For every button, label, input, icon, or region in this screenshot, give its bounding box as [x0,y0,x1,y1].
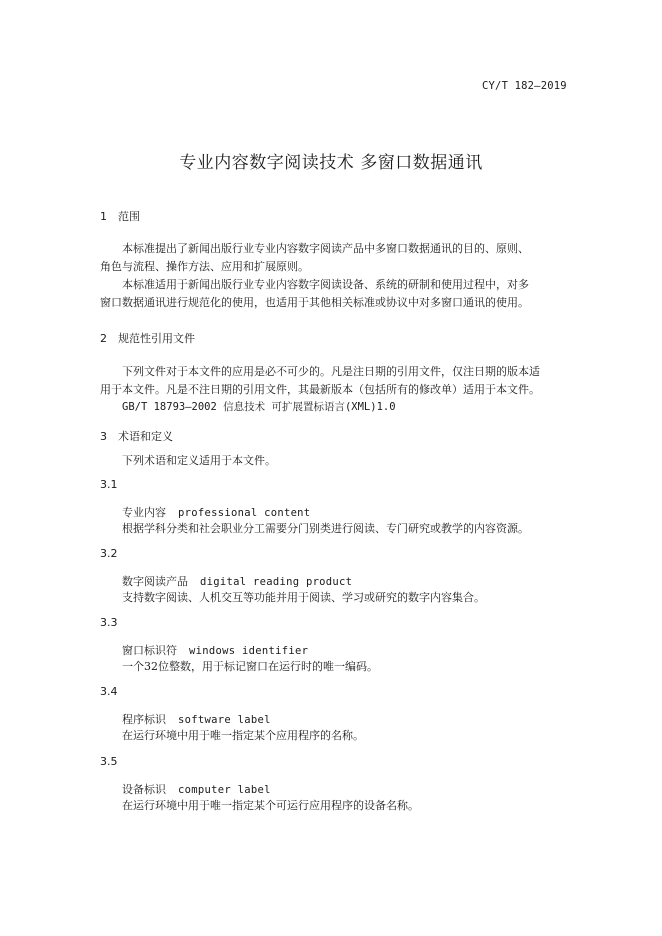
standard-code: CY/T 182—2019 [482,80,567,92]
scope-paragraph-2-line-2: 窗口数据通讯进行规范化的使用，也适用于其他相关标准或协议中对多窗口通讯的使用。 [100,296,529,309]
term-heading [122,504,310,520]
term-number: 3.3 [100,616,118,629]
term-en: software label [178,714,271,726]
document-title: 专业内容数字阅读技术 多窗口数据通讯 [179,153,483,173]
section-1-heading [100,208,140,224]
term-definition: 在运行环境中用于唯一指定某个可运行应用程序的设备名称。 [122,799,419,812]
references-line-1: 下列文件对于本文件的应用是必不可少的。凡是注日期的引用文件，仅注日期的版本适 [122,365,540,378]
term-zh: 程序标识 [122,713,166,726]
terms-intro: 下列术语和定义适用于本文件。 [122,454,276,467]
term-definition: 根据学科分类和社会职业分工需要分门别类进行阅读、专门研究或教学的内容资源。 [122,522,529,535]
references-line-2: 用于本文件。凡是不注日期的引用文件，其最新版本（包括所有的修改单）适用于本文件。 [100,383,540,396]
section-title: 术语和定义 [118,430,173,443]
term-heading [122,573,352,589]
scope-paragraph-1-line-2: 角色与流程、操作方法、应用和扩展原则。 [100,260,309,273]
section-number: 1 [100,210,107,223]
term-definition: 支持数字阅读、人机交互等功能并用于阅读、学习或研究的数字内容集合。 [122,591,485,604]
term-zh: 设备标识 [122,783,166,796]
section-2-heading [100,330,195,346]
term-number: 3.1 [100,478,118,491]
term-zh: 窗口标识符 [122,644,177,657]
term-number: 3.5 [100,755,118,768]
scope-paragraph-2-line-1: 本标准适用于新闻出版行业专业内容数字阅读设备、系统的研制和使用过程中，对多 [122,278,529,291]
scope-paragraph-1-line-1: 本标准提出了新闻出版行业专业内容数字阅读产品中多窗口数据通讯的目的、原则、 [122,242,529,255]
term-en: digital reading product [200,576,353,588]
term-en: professional content [178,507,311,519]
references-line-3: GB/T 18793—2002 信息技术 可扩展置标语言(XML)1.0 [122,401,396,413]
section-title: 范围 [118,210,140,223]
term-definition: 一个32位整数，用于标记窗口在运行时的唯一编码。 [122,660,378,673]
section-3-heading [100,428,173,444]
term-zh: 数字阅读产品 [122,575,188,588]
term-heading [122,642,308,658]
term-number: 3.2 [100,547,118,560]
term-heading [122,781,271,797]
term-en: windows identifier [189,645,309,657]
term-heading [122,711,271,727]
term-zh: 专业内容 [122,506,166,519]
term-definition: 在运行环境中用于唯一指定某个应用程序的名称。 [122,729,364,742]
section-number: 3 [100,430,107,443]
section-number: 2 [100,332,107,345]
section-title: 规范性引用文件 [118,332,195,345]
term-en: computer label [178,784,271,796]
term-number: 3.4 [100,685,118,698]
